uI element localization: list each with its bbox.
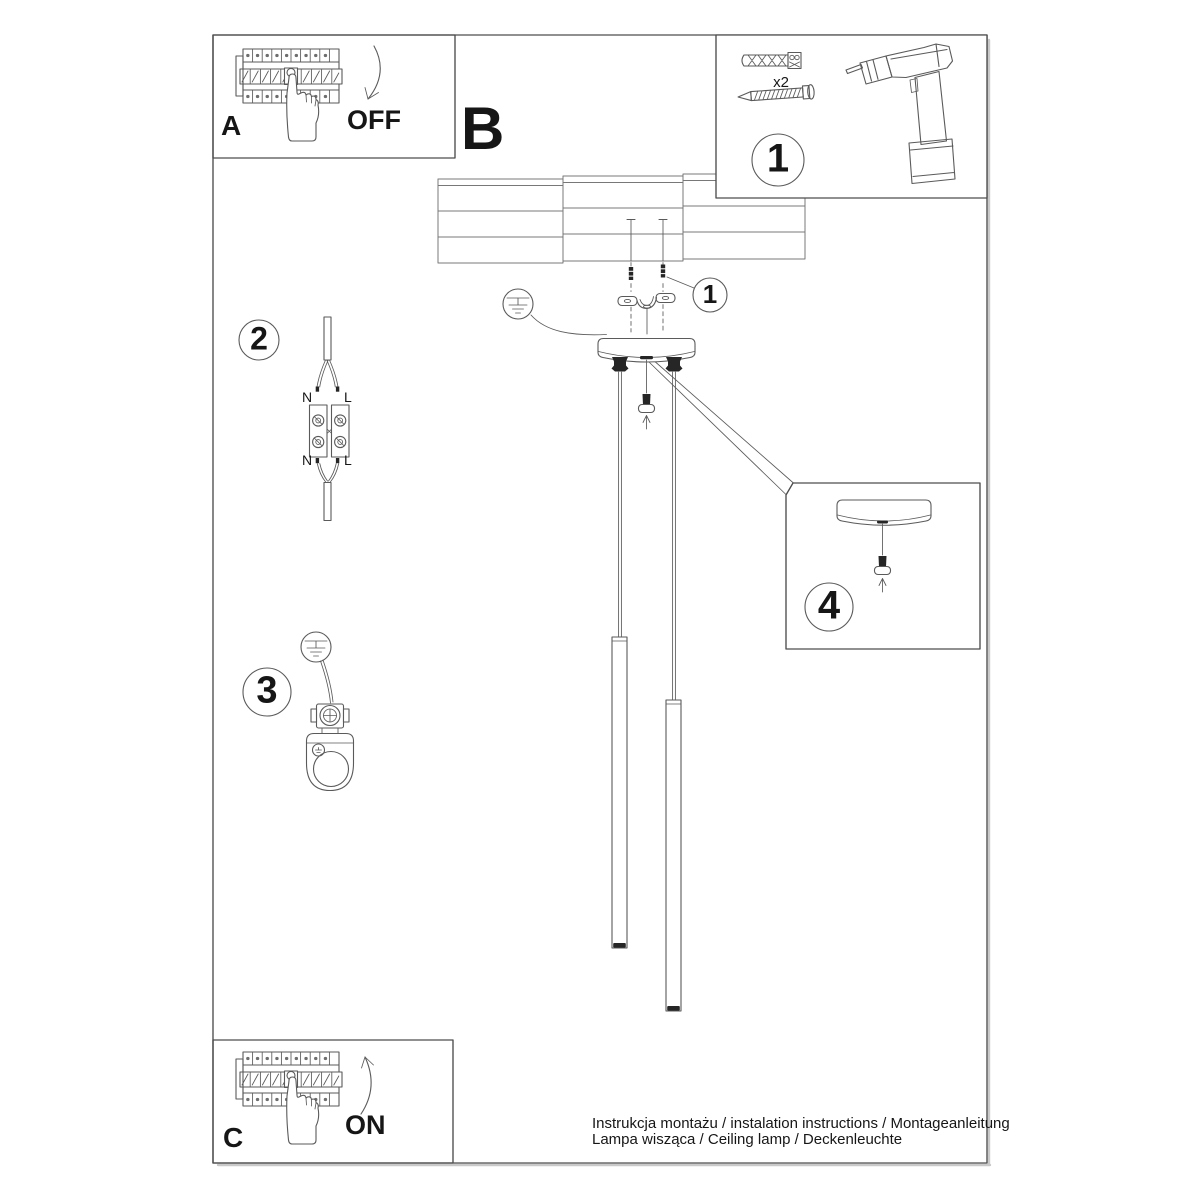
section-b-label: B xyxy=(461,95,505,162)
pendant-tube-left xyxy=(612,637,627,948)
parts-step-badge: 1 xyxy=(766,136,790,181)
wall-anchor-left xyxy=(629,267,633,280)
footer-line2: Lampa wisząca / Ceiling lamp / Deckenleuchte xyxy=(592,1131,903,1148)
wiring-step-badge: 2 xyxy=(250,320,268,357)
panel-c-label: C xyxy=(223,1122,244,1153)
anchor-quantity: x2 xyxy=(773,74,789,91)
ground-step-badge: 3 xyxy=(256,669,278,712)
wire-label-l-top: L xyxy=(344,389,352,405)
cover-step-panel xyxy=(786,483,980,649)
footer-line1: Instrukcja montażu / instalation instructions / Montageanleitung xyxy=(592,1115,1010,1132)
wire-label-n-top: N xyxy=(302,389,313,405)
pendant-tube-right xyxy=(666,700,681,1011)
wire-label-l-bottom: L xyxy=(344,452,352,468)
parts-panel xyxy=(716,35,987,198)
cover-step-badge: 4 xyxy=(817,583,841,628)
wire-label-n-bottom: N xyxy=(302,452,313,468)
bracket-step-badge: 1 xyxy=(702,278,718,309)
cable-gland-right xyxy=(666,357,683,372)
panel-a-label: A xyxy=(221,110,242,141)
cable-gland-left xyxy=(612,357,629,372)
on-label: ON xyxy=(345,1110,386,1140)
off-label: OFF xyxy=(347,105,401,135)
wall-anchor-right xyxy=(661,265,665,278)
